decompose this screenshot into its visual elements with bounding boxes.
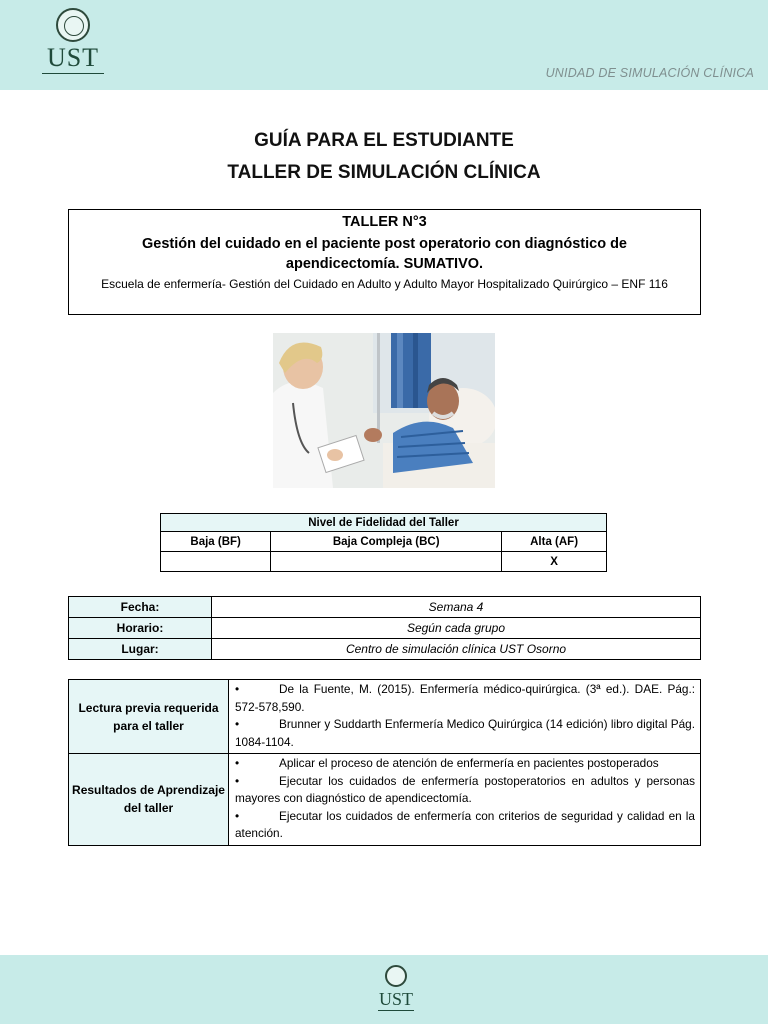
- schedule-table: [68, 596, 701, 660]
- lugar-value: Centro de simulación clínica UST Osorno: [212, 639, 701, 660]
- fecha-label: Fecha:: [69, 597, 212, 618]
- workshop-number: TALLER N°3: [342, 214, 427, 230]
- list-item: • Ejecutar los cuidados de enfermería postoperatorios en adultos y personas mayores con diagnóstico de apendicectomía.: [235, 773, 695, 805]
- list-item: • Brunner y Suddarth Enfermería Medico Quirúrgica (14 edición) libro digital Pág. 1084-1104.: [235, 717, 695, 749]
- ust-seal-icon: [56, 8, 90, 42]
- table-row: [69, 680, 701, 754]
- fidelity-header: Nivel de Fidelidad del Taller: [161, 514, 607, 532]
- footer-logo: [374, 965, 418, 1011]
- horario-value: Según cada grupo: [212, 618, 701, 639]
- nurse-patient-photo: [273, 333, 495, 488]
- footer-band: [0, 955, 768, 1024]
- fidelity-col-af: Alta (AF): [502, 532, 607, 552]
- horario-label: Horario:: [69, 618, 212, 639]
- outcomes-label: Resultados de Aprendizaje del taller: [69, 754, 229, 846]
- footer-seal-icon: [385, 965, 407, 987]
- fidelity-col-bf: Baja (BF): [161, 532, 271, 552]
- fidelity-val-bf: [161, 552, 271, 572]
- fidelity-col-bc: Baja Compleja (BC): [271, 532, 502, 552]
- page-title-line1: GUÍA PARA EL ESTUDIANTE: [254, 130, 514, 151]
- table-row: [69, 618, 701, 639]
- page-title-line2: TALLER DE SIMULACIÓN CLÍNICA: [227, 162, 541, 183]
- ust-logo: [38, 8, 108, 74]
- header-band: [0, 0, 768, 90]
- table-row: [69, 597, 701, 618]
- unit-label: UNIDAD DE SIMULACIÓN CLÍNICA: [545, 66, 754, 80]
- workshop-box: [68, 209, 701, 315]
- footer-logo-text: UST: [378, 989, 413, 1009]
- table-row: [69, 754, 701, 846]
- fidelity-val-bc: [271, 552, 502, 572]
- fecha-value: Semana 4: [212, 597, 701, 618]
- list-item: • De la Fuente, M. (2015). Enfermería médico-quirúrgica. (3ª ed.). DAE. Pág.: 572-578,590.: [235, 682, 695, 714]
- lugar-label: Lugar:: [69, 639, 212, 660]
- footer-logo-underline: [378, 1010, 414, 1011]
- readings-label: Lectura previa requerida para el taller: [69, 680, 229, 754]
- logo-text: UST: [46, 43, 100, 72]
- outcomes-list: [229, 754, 701, 846]
- list-item: • Ejecutar los cuidados de enfermería con criterios de seguridad y calidad en la atención.: [235, 808, 695, 840]
- learning-table: [68, 679, 701, 846]
- list-item: • Aplicar el proceso de atención de enfermería en pacientes postoperados: [235, 756, 659, 770]
- readings-list: [229, 680, 701, 754]
- fidelity-table: [160, 513, 607, 572]
- table-row: [69, 639, 701, 660]
- fidelity-val-af: X: [502, 552, 607, 572]
- logo-underline: [42, 73, 104, 74]
- workshop-school: Escuela de enfermería- Gestión del Cuidado en Adulto y Adulto Mayor Hospitalizado Quirúrgico – ENF 116: [101, 277, 668, 291]
- workshop-topic: Gestión del cuidado en el paciente post operatorio con diagnóstico de apendicectomía. SUMATIVO.: [141, 236, 627, 272]
